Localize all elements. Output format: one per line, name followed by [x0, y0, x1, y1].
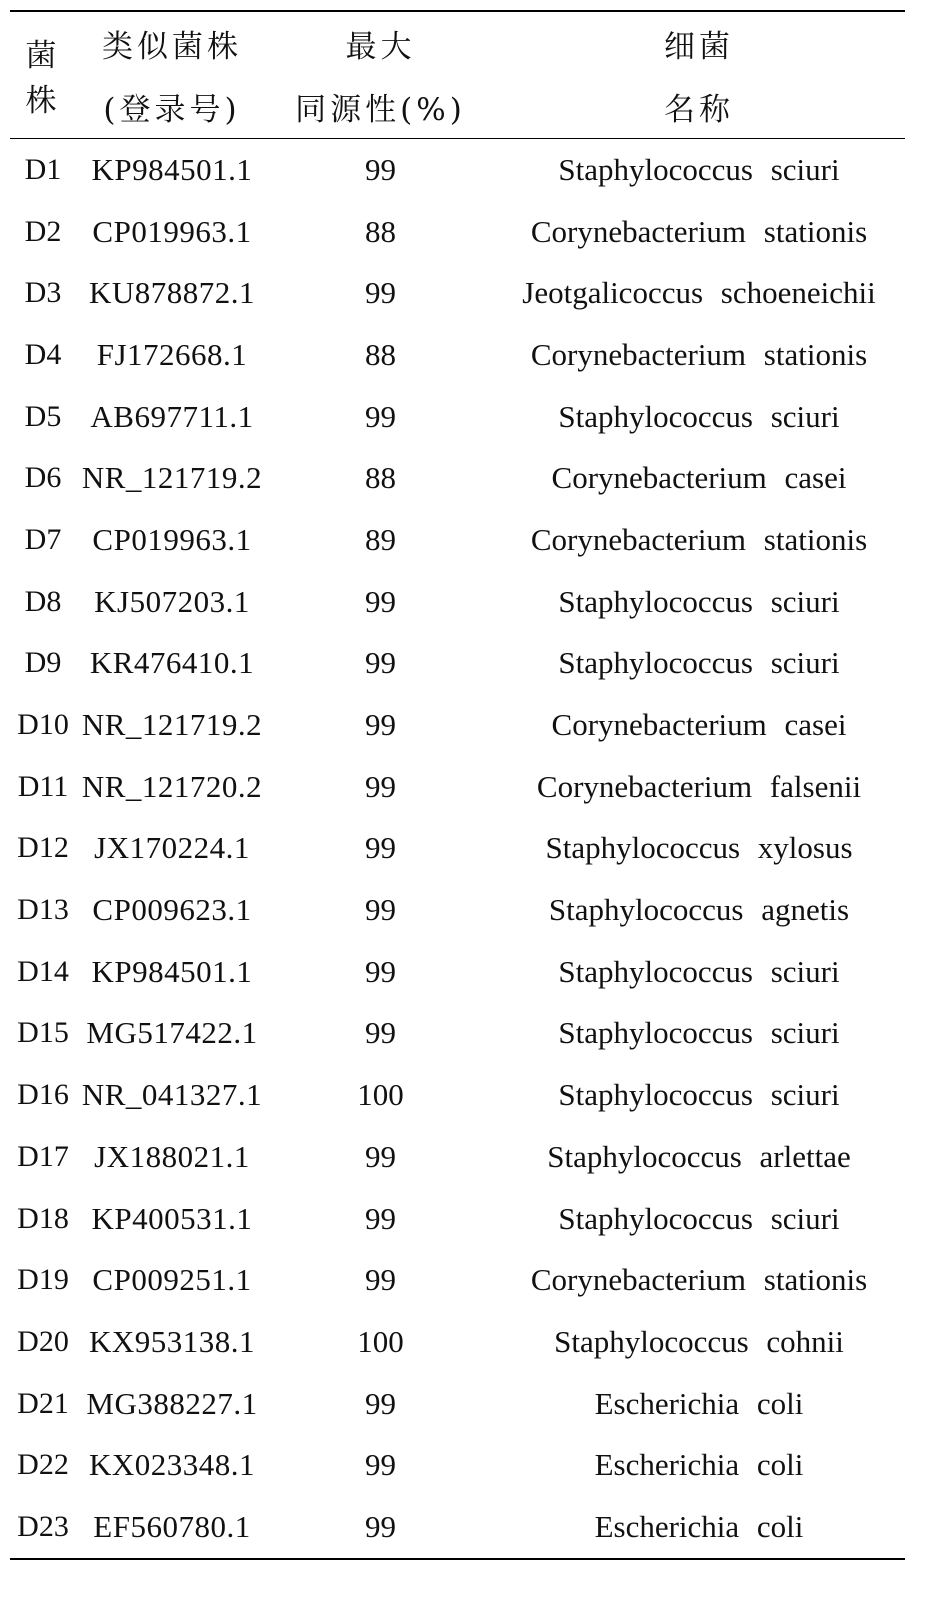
identification-table: [10, 10, 905, 1560]
identity-cell: 99: [365, 830, 396, 866]
strain-cell: D1: [24, 152, 62, 186]
table-body: [10, 139, 905, 1559]
bacteria-name-cell: Corynebacterium casei: [551, 460, 847, 496]
bacteria-name-cell: Staphylococcus agnetis: [548, 892, 850, 928]
identity-cell: 99: [365, 1385, 396, 1421]
table-row: [10, 1311, 905, 1373]
accession-cell: KP984501.1: [91, 151, 253, 187]
bacteria-name-cell: Escherichia coli: [594, 1385, 804, 1421]
identity-cell: 99: [365, 1262, 396, 1298]
accession-cell: NR_041327.1: [81, 1077, 263, 1113]
bacteria-name-cell: Corynebacterium falsenii: [536, 768, 862, 804]
accession-cell: FJ172668.1: [96, 336, 248, 372]
accession-cell: NR_121719.2: [81, 707, 263, 743]
identity-cell: 99: [365, 275, 396, 311]
table-row: [10, 694, 905, 756]
identity-cell: 100: [357, 1323, 404, 1359]
bacteria-name-cell: Staphylococcus sciuri: [558, 1200, 840, 1236]
strain-cell: D10: [17, 708, 69, 742]
accession-cell: KU878872.1: [88, 275, 256, 311]
bacteria-name-cell: Corynebacterium stationis: [530, 1262, 868, 1298]
strain-cell: D18: [17, 1201, 69, 1235]
header-identity-percent: 同源性(%): [295, 92, 466, 128]
strain-cell: D2: [24, 214, 62, 248]
accession-cell: EF560780.1: [93, 1508, 251, 1544]
accession-cell: KR476410.1: [89, 645, 255, 681]
table-row: [10, 756, 905, 818]
accession-cell: KX023348.1: [88, 1447, 256, 1483]
accession-cell: JX170224.1: [94, 830, 250, 866]
table-row: [10, 262, 905, 324]
table-row: [10, 386, 905, 448]
table-row: [10, 1064, 905, 1126]
header-strain: 菌株: [25, 38, 61, 119]
bacteria-name-cell: Corynebacterium stationis: [530, 521, 868, 557]
header-row-1: [10, 11, 905, 75]
table-row: [10, 139, 905, 201]
bacteria-name-cell: Staphylococcus arlettae: [547, 1138, 851, 1174]
identity-cell: 88: [365, 213, 396, 249]
identity-cell: 99: [365, 398, 396, 434]
bacteria-name-cell: Staphylococcus xylosus: [545, 830, 853, 866]
bacteria-name-cell: Staphylococcus sciuri: [558, 1015, 840, 1051]
bacteria-name-cell: Escherichia coli: [594, 1508, 804, 1544]
accession-cell: KP984501.1: [91, 953, 253, 989]
identity-cell: 99: [365, 892, 396, 928]
strain-cell: D19: [17, 1263, 69, 1297]
strain-cell: D13: [17, 893, 69, 927]
accession-cell: KX953138.1: [88, 1323, 256, 1359]
header-row-2: [10, 75, 905, 139]
strain-cell: D12: [17, 831, 69, 865]
bacteria-name-cell: Staphylococcus sciuri: [558, 645, 840, 681]
identity-cell: 99: [365, 151, 396, 187]
strain-cell: D7: [24, 522, 62, 556]
bacteria-name-cell: Staphylococcus sciuri: [558, 583, 840, 619]
identity-cell: 100: [357, 1077, 404, 1113]
table-row: [10, 1496, 905, 1559]
table-row: [10, 879, 905, 941]
accession-cell: NR_121720.2: [81, 768, 263, 804]
strain-cell: D17: [17, 1139, 69, 1173]
strain-cell: D23: [17, 1509, 69, 1543]
accession-cell: AB697711.1: [90, 398, 254, 434]
bacteria-name-cell: Corynebacterium stationis: [530, 336, 868, 372]
table-row: [10, 633, 905, 695]
table-row: [10, 1434, 905, 1496]
bacteria-name-cell: Staphylococcus sciuri: [558, 398, 840, 434]
table-header: [10, 11, 905, 139]
identity-cell: 99: [365, 645, 396, 681]
table-row: [10, 1126, 905, 1188]
bacteria-name-cell: Corynebacterium stationis: [530, 213, 868, 249]
accession-cell: CP009623.1: [92, 892, 252, 928]
identity-cell: 89: [365, 521, 396, 557]
header-bacteria-name: 名称: [664, 92, 734, 128]
strain-cell: D15: [17, 1016, 69, 1050]
accession-cell: MG388227.1: [86, 1385, 258, 1421]
header-bacteria: 细菌: [664, 29, 734, 65]
bacteria-name-cell: Staphylococcus sciuri: [558, 151, 840, 187]
table-row: [10, 509, 905, 571]
strain-cell: D11: [17, 769, 69, 803]
bacteria-name-cell: Staphylococcus sciuri: [558, 953, 840, 989]
accession-cell: CP019963.1: [92, 521, 252, 557]
table-row: [10, 1249, 905, 1311]
identification-table-container: [10, 10, 905, 1560]
accession-cell: CP009251.1: [92, 1262, 252, 1298]
accession-cell: KJ507203.1: [94, 583, 250, 619]
table-row: [10, 818, 905, 880]
identity-cell: 99: [365, 707, 396, 743]
strain-cell: D6: [24, 461, 62, 495]
header-similar-strain: 类似菌株: [102, 29, 242, 65]
table-row: [10, 324, 905, 386]
strain-cell: D5: [24, 399, 62, 433]
table-row: [10, 941, 905, 1003]
table-row: [10, 1373, 905, 1435]
accession-cell: KP400531.1: [91, 1200, 253, 1236]
table-row: [10, 447, 905, 509]
bacteria-name-cell: Escherichia coli: [594, 1447, 804, 1483]
identity-cell: 99: [365, 1015, 396, 1051]
accession-cell: CP019963.1: [92, 213, 252, 249]
strain-cell: D4: [24, 337, 62, 371]
identity-cell: 99: [365, 768, 396, 804]
identity-cell: 99: [365, 1508, 396, 1544]
identity-cell: 99: [365, 1138, 396, 1174]
bacteria-name-cell: Staphylococcus sciuri: [558, 1077, 840, 1113]
identity-cell: 99: [365, 1447, 396, 1483]
bacteria-name-cell: Staphylococcus cohnii: [554, 1323, 844, 1359]
strain-cell: D8: [24, 584, 62, 618]
identity-cell: 88: [365, 336, 396, 372]
identity-cell: 88: [365, 460, 396, 496]
strain-cell: D21: [17, 1386, 69, 1420]
header-accession: (登录号): [103, 92, 241, 128]
strain-cell: D3: [24, 276, 62, 310]
strain-cell: D20: [17, 1324, 69, 1358]
strain-cell: D16: [17, 1078, 69, 1112]
accession-cell: JX188021.1: [94, 1138, 250, 1174]
table-row: [10, 1188, 905, 1250]
strain-cell: D9: [24, 646, 62, 680]
strain-cell: D14: [17, 954, 69, 988]
table-row: [10, 571, 905, 633]
bacteria-name-cell: Corynebacterium casei: [551, 707, 847, 743]
accession-cell: NR_121719.2: [81, 460, 263, 496]
identity-cell: 99: [365, 1200, 396, 1236]
strain-cell: D22: [17, 1448, 69, 1482]
table-row: [10, 1003, 905, 1065]
table-row: [10, 201, 905, 263]
accession-cell: MG517422.1: [86, 1015, 258, 1051]
identity-cell: 99: [365, 953, 396, 989]
header-max-identity: 最大: [345, 29, 416, 65]
bacteria-name-cell: Jeotgalicoccus schoeneichii: [522, 275, 876, 311]
identity-cell: 99: [365, 583, 396, 619]
